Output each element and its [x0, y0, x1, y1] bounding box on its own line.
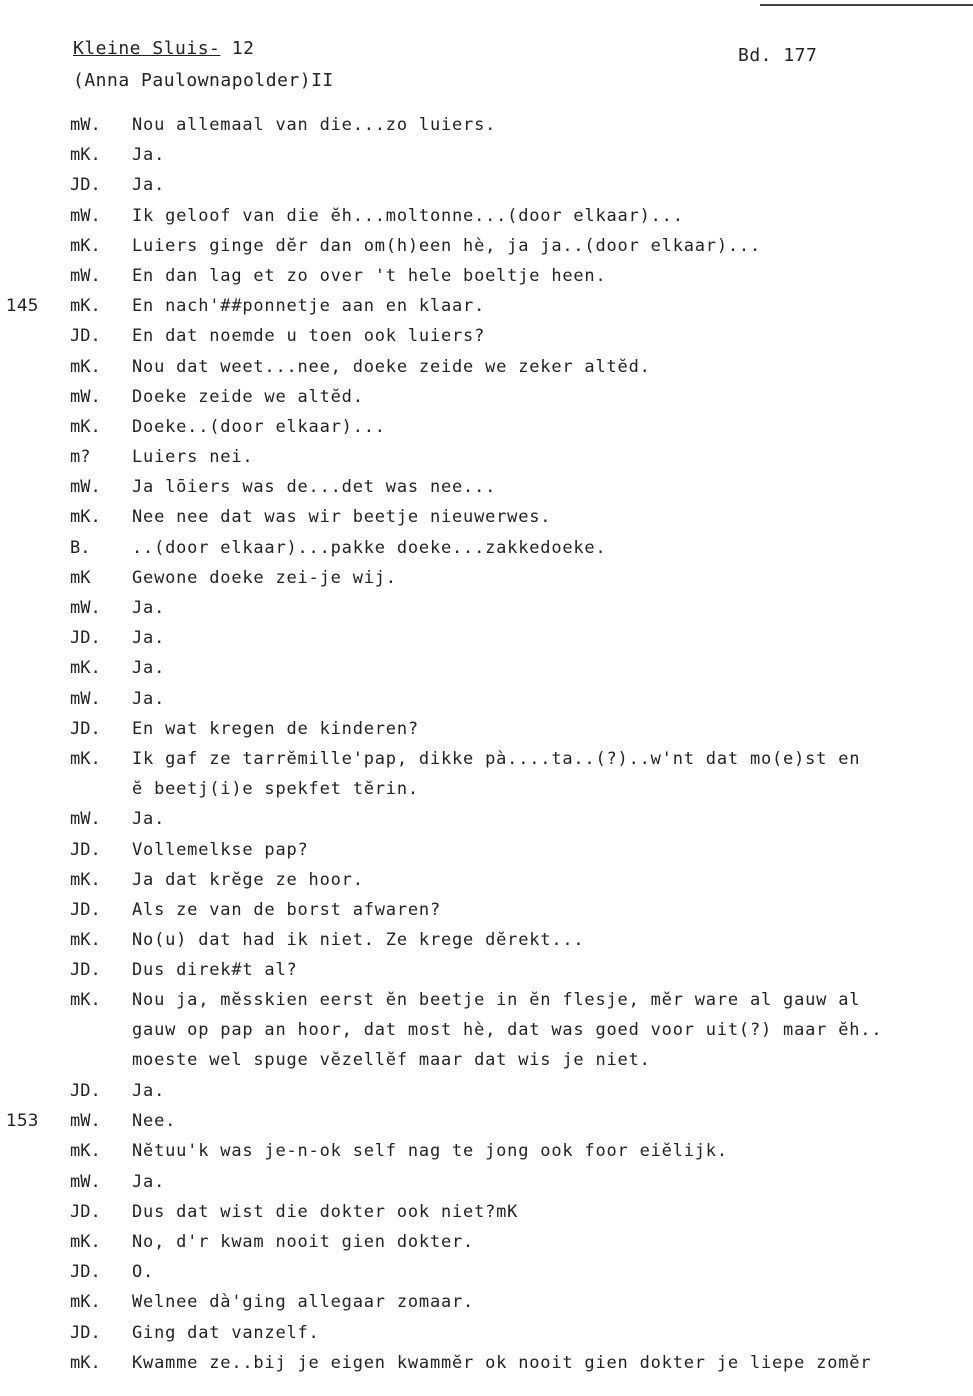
transcript-line — [0, 533, 973, 563]
utterance-text — [132, 925, 584, 955]
speaker-label: mK. — [70, 658, 101, 679]
speaker-label: mK. — [70, 748, 101, 769]
volume-label: Bd. 177 — [738, 45, 818, 66]
utterance-text — [132, 1227, 474, 1257]
speaker-label: m? — [70, 447, 91, 468]
utterance-line: Ja. — [132, 175, 166, 196]
utterance-line: Ja. — [132, 809, 166, 830]
utterance-text — [132, 1197, 518, 1227]
utterance-text — [132, 140, 165, 170]
utterance-line: En dan lag et zo over 't hele boeltje heen. — [132, 265, 607, 286]
transcript-line — [0, 1348, 973, 1378]
speaker-label: JD. — [70, 718, 101, 739]
utterance-line: Luiers ginge dĕr dan om(h)een hè, ja ja..(door elkaar)... — [132, 235, 761, 256]
page-subtitle: (Anna Paulownapolder)II — [73, 70, 334, 91]
utterance-text — [132, 835, 309, 865]
utterance-text — [132, 442, 253, 472]
utterance-line: Ja. — [132, 1081, 166, 1102]
utterance-line: No, d'r kwam nooit gien dokter. — [132, 1231, 475, 1252]
transcript-line — [0, 201, 973, 231]
speaker-label: mW. — [70, 205, 101, 226]
transcript-line — [0, 1106, 973, 1136]
transcript-line — [0, 985, 973, 1076]
speaker-label: mK. — [70, 1292, 101, 1313]
utterance-text — [132, 714, 419, 744]
transcript-line — [0, 1076, 973, 1106]
utterance-line: ..(door elkaar)...pakke doeke...zakkedoeke. — [132, 537, 607, 558]
transcript-line — [0, 1287, 973, 1317]
utterance-line: No(u) dat had ik niet. Ze krege dĕrekt... — [132, 930, 585, 951]
line-number: 145 — [6, 296, 39, 317]
utterance-text — [132, 593, 165, 623]
utterance-line: En nach'##ponnetje aan en klaar. — [132, 296, 486, 317]
speaker-label: JD. — [70, 1201, 101, 1222]
speaker-label: mK. — [70, 235, 101, 256]
speaker-label: JD. — [70, 1081, 101, 1102]
transcript-body — [0, 110, 973, 1378]
transcript-line — [0, 895, 973, 925]
utterance-line: Nee. — [132, 1111, 177, 1132]
transcript-line — [0, 744, 973, 804]
utterance-text — [132, 1318, 320, 1348]
transcript-line — [0, 1167, 973, 1197]
utterance-line: Doeke..(door elkaar)... — [132, 416, 386, 437]
transcript-line — [0, 1197, 973, 1227]
speaker-label: mW. — [70, 1171, 101, 1192]
utterance-text — [132, 1167, 165, 1197]
transcript-line — [0, 623, 973, 653]
title-place: Kleine Sluis- — [73, 38, 221, 59]
utterance-text — [132, 412, 386, 442]
speaker-label: JD. — [70, 326, 101, 347]
transcript-line — [0, 261, 973, 291]
utterance-text — [132, 1257, 154, 1287]
speaker-label: mW. — [70, 115, 101, 135]
utterance-text — [132, 684, 165, 714]
transcript-line — [0, 352, 973, 382]
utterance-text — [132, 985, 882, 1075]
line-number: 153 — [6, 1111, 39, 1132]
utterance-line: Ja. — [132, 598, 166, 618]
utterance-line: Doeke zeide we altĕd. — [132, 386, 364, 407]
utterance-text — [132, 895, 441, 925]
speaker-label: mW. — [70, 598, 101, 618]
utterance-line: Ik geloof van die ĕh...moltonne...(door elkaar)... — [132, 205, 684, 226]
utterance-text — [132, 804, 165, 834]
utterance-text — [132, 653, 165, 683]
utterance-line: Ja. — [132, 628, 166, 649]
transcript-line — [0, 140, 973, 170]
utterance-line: Dus direk#t al? — [132, 960, 298, 981]
utterance-line: Ja dat krĕge ze hoor. — [132, 869, 364, 890]
utterance-text — [132, 110, 496, 140]
utterance-line: Nee nee dat was wir beetje nieuwerwes. — [132, 507, 552, 528]
speaker-label: B. — [70, 537, 91, 558]
transcript-line — [0, 684, 973, 714]
utterance-line: moeste wel spuge vĕzellĕf maar dat wis je niet. — [132, 1050, 651, 1071]
utterance-text — [132, 744, 860, 804]
transcript-line — [0, 714, 973, 744]
utterance-line: Nou dat weet...nee, doeke zeide we zeker altĕd. — [132, 356, 651, 377]
speaker-label: mK. — [70, 930, 101, 951]
speaker-label: mW. — [70, 688, 101, 709]
utterance-line: ĕ beetj(i)e spekfet tĕrin. — [132, 778, 419, 799]
utterance-line: Kwamme ze..bij je eigen kwammĕr ok nooit gien dokter je liepe zomĕr — [132, 1352, 872, 1373]
utterance-line: Ja. — [132, 688, 166, 709]
transcript-line — [0, 170, 973, 200]
utterance-line: Gewone doeke zei-je wij. — [132, 567, 397, 588]
transcript-line — [0, 955, 973, 985]
utterance-text — [132, 1076, 165, 1106]
utterance-text — [132, 382, 364, 412]
transcript-line — [0, 563, 973, 593]
speaker-label: JD. — [70, 1322, 101, 1343]
utterance-text — [132, 170, 165, 200]
transcript-line — [0, 653, 973, 683]
speaker-label: mK. — [70, 869, 101, 890]
utterance-line: Welnee dà'ging allegaar zomaar. — [132, 1292, 475, 1313]
transcript-line — [0, 321, 973, 351]
utterance-text — [132, 865, 364, 895]
utterance-line: O. — [132, 1262, 155, 1283]
utterance-text — [132, 1136, 728, 1166]
speaker-label: mK. — [70, 1352, 101, 1373]
transcript-line — [0, 110, 973, 140]
utterance-text — [132, 955, 298, 985]
transcript-line — [0, 412, 973, 442]
transcript-line — [0, 593, 973, 623]
speaker-label: mK — [70, 567, 91, 588]
transcript-line — [0, 1257, 973, 1287]
utterance-line: Dus dat wist die dokter ook niet?mK — [132, 1201, 519, 1222]
utterance-line: En wat kregen de kinderen? — [132, 718, 419, 739]
utterance-text — [132, 533, 607, 563]
speaker-label: mK. — [70, 507, 101, 528]
speaker-label: mK. — [70, 416, 101, 437]
speaker-label: mK. — [70, 1141, 101, 1162]
utterance-text — [132, 321, 485, 351]
speaker-label: JD. — [70, 175, 101, 196]
utterance-line: Ja. — [132, 145, 166, 166]
transcript-line — [0, 835, 973, 865]
utterance-text — [132, 201, 684, 231]
speaker-label: mW. — [70, 809, 101, 830]
transcript-line — [0, 291, 973, 321]
utterance-line: Nou ja, mĕsskien eerst ĕn beetje in ĕn flesje, mĕr ware al gauw al — [132, 990, 861, 1011]
utterance-line: Nĕtuu'k was je-n-ok self nag te jong ook foor eiĕlijk. — [132, 1141, 728, 1162]
utterance-line: gauw op pap an hoor, dat most hè, dat was goed voor uit(?) maar ĕh.. — [132, 1020, 883, 1041]
utterance-line: Ja. — [132, 658, 166, 679]
speaker-label: JD. — [70, 839, 101, 860]
utterance-line: En dat noemde u toen ook luiers? — [132, 326, 486, 347]
utterance-text — [132, 1348, 871, 1378]
transcript-line — [0, 865, 973, 895]
speaker-label: JD. — [70, 899, 101, 920]
utterance-text — [132, 352, 651, 382]
speaker-label: mK. — [70, 1231, 101, 1252]
speaker-label: mK. — [70, 145, 101, 166]
utterance-text — [132, 1287, 474, 1317]
utterance-text — [132, 291, 485, 321]
transcript-line — [0, 502, 973, 532]
transcript-line — [0, 472, 973, 502]
utterance-line: Ging dat vanzelf. — [132, 1322, 320, 1343]
utterance-text — [132, 231, 761, 261]
transcript-line — [0, 442, 973, 472]
transcript-line — [0, 1318, 973, 1348]
utterance-line: Ik gaf ze tarrĕmille'pap, dikke pà....ta..(?)..w'nt dat mo(e)st en — [132, 748, 861, 769]
speaker-label: JD. — [70, 960, 101, 981]
transcript-line — [0, 1227, 973, 1257]
page-title — [73, 38, 254, 59]
utterance-line: Ja lōiers was de...det was nee... — [132, 477, 497, 498]
transcript-line — [0, 804, 973, 834]
speaker-label: mK. — [70, 296, 101, 317]
utterance-line: Als ze van de borst afwaren? — [132, 899, 441, 920]
speaker-label: mW. — [70, 1111, 101, 1132]
transcript-line — [0, 1136, 973, 1166]
utterance-text — [132, 623, 165, 653]
utterance-line: Ja. — [132, 1171, 166, 1192]
utterance-text — [132, 472, 496, 502]
utterance-text — [132, 502, 551, 532]
utterance-text — [132, 1106, 176, 1136]
utterance-text — [132, 261, 607, 291]
utterance-line: Luiers nei. — [132, 447, 254, 468]
top-rule — [760, 4, 973, 6]
speaker-label: JD. — [70, 628, 101, 649]
speaker-label: mK. — [70, 990, 101, 1011]
transcript-line — [0, 382, 973, 412]
utterance-line: Nou allemaal van die...zo luiers. — [132, 115, 497, 135]
transcript-line — [0, 925, 973, 955]
speaker-label: mW. — [70, 477, 101, 498]
speaker-label: JD. — [70, 1262, 101, 1283]
utterance-text — [132, 563, 397, 593]
transcript-line — [0, 231, 973, 261]
speaker-label: mW. — [70, 265, 101, 286]
utterance-line: Vollemelkse pap? — [132, 839, 309, 860]
speaker-label: mK. — [70, 356, 101, 377]
title-number: 12 — [231, 38, 255, 59]
speaker-label: mW. — [70, 386, 101, 407]
